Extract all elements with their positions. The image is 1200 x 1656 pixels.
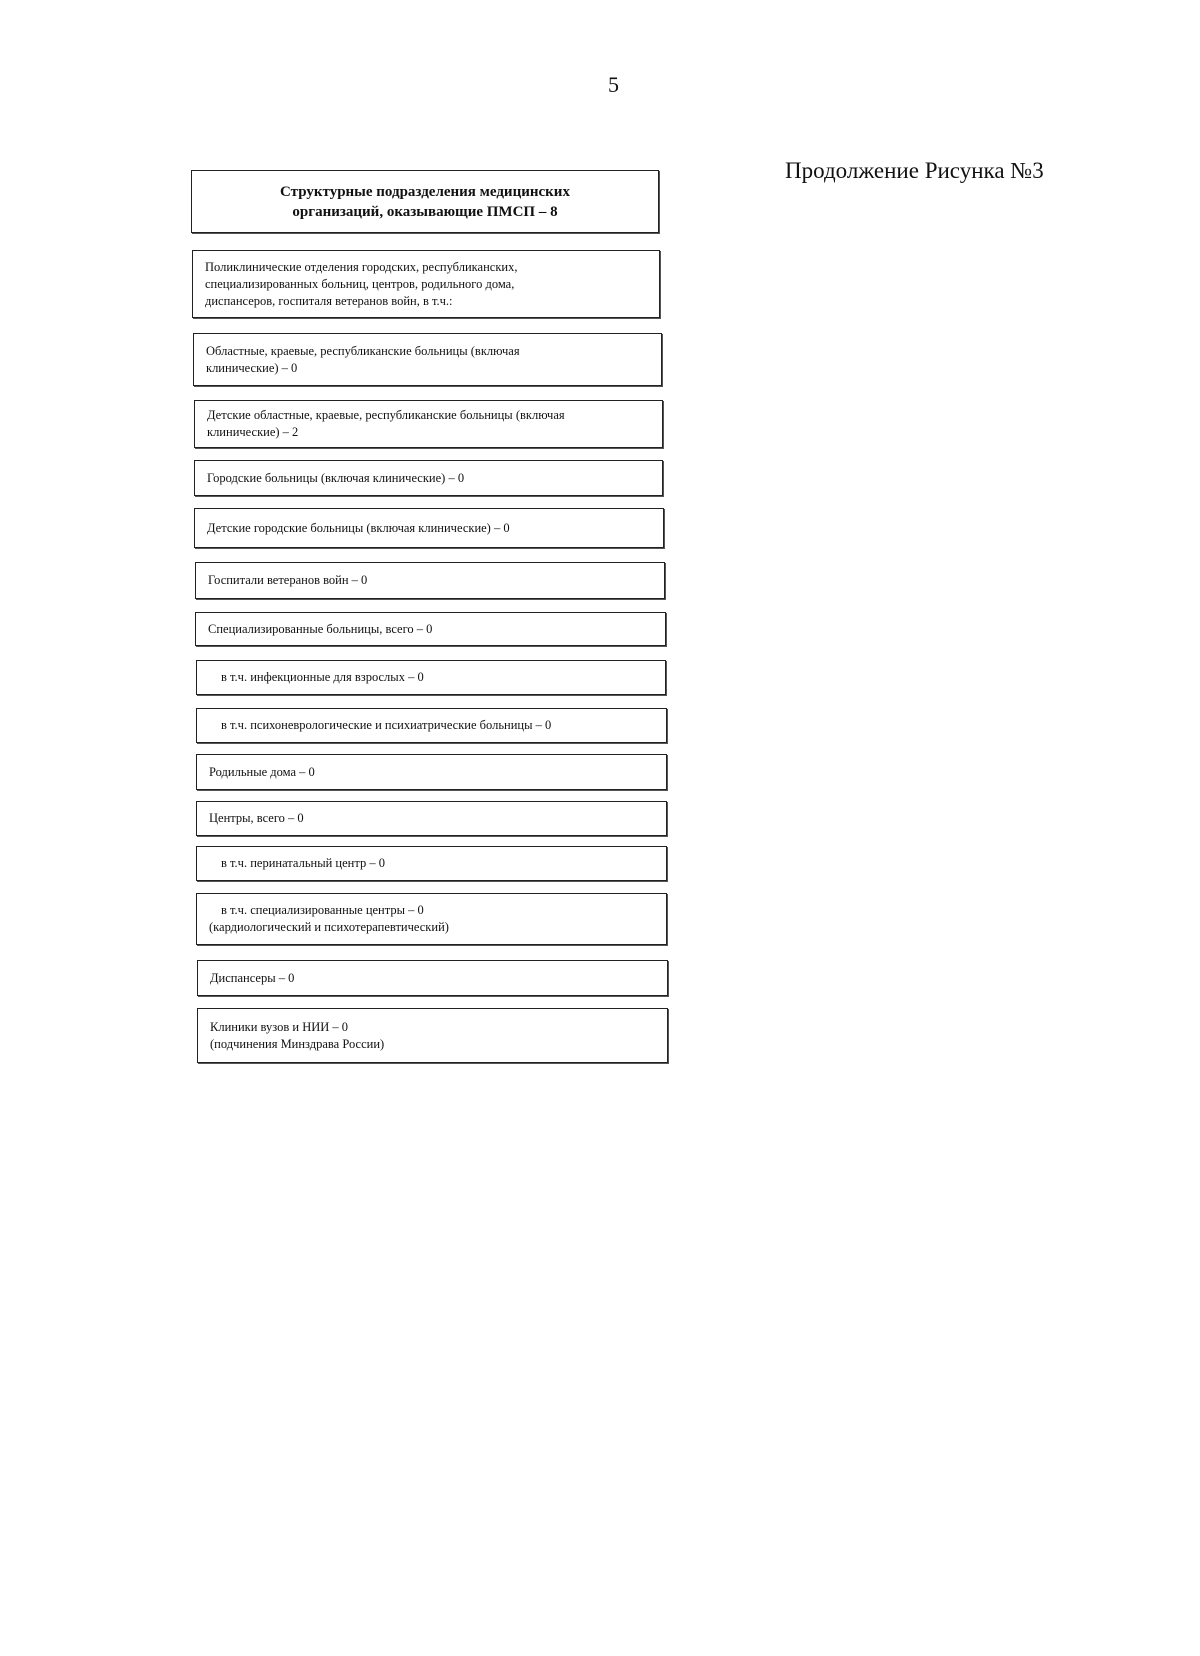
- box-line: Областные, краевые, республиканские больницы (включая: [206, 343, 520, 358]
- header-box: [191, 170, 659, 233]
- org-box-specialized-hospitals: [195, 612, 666, 646]
- org-box-university-clinics: [197, 1008, 668, 1063]
- box-line: Диспансеры – 0: [210, 970, 295, 985]
- org-box-dispensaries: [197, 960, 668, 996]
- org-box-centers: [196, 801, 667, 836]
- org-box-children-regional-hospitals: [194, 400, 663, 448]
- box-line: (подчинения Минздрава России): [210, 1036, 385, 1051]
- org-box-specialized-centers: [196, 893, 667, 945]
- box-line: клинические) – 0: [206, 360, 298, 375]
- org-box-children-city-hospitals: [194, 508, 664, 548]
- org-box-polyclinics: [192, 250, 660, 318]
- box-line: диспансеров, госпиталя ветеранов войн, в т.ч.:: [205, 293, 453, 308]
- box-line: в т.ч. инфекционные для взрослых – 0: [221, 670, 424, 684]
- org-box-maternity-homes: [196, 754, 667, 790]
- box-line: Родильные дома – 0: [209, 764, 315, 779]
- org-box-veterans-hospitals: [195, 562, 665, 599]
- box-line: Поликлинические отделения городских, республиканских,: [205, 259, 518, 274]
- box-line: Госпитали ветеранов войн – 0: [208, 573, 368, 587]
- page-number: 5: [608, 72, 619, 97]
- box-line: Детские областные, краевые, республиканские больницы (включая: [207, 408, 565, 422]
- org-box-infectious-hospitals: [196, 660, 666, 695]
- header-line-1: Структурные подразделения медицинских: [280, 183, 570, 200]
- box-line: Центры, всего – 0: [209, 811, 304, 825]
- box-line: специализированных больниц, центров, родильного дома,: [205, 276, 515, 291]
- org-box-regional-hospitals: [193, 333, 662, 386]
- box-line: в т.ч. психоневрологические и психиатрические больницы – 0: [221, 718, 552, 732]
- box-line: Городские больницы (включая клинические) – 0: [207, 470, 465, 485]
- box-line: (кардиологический и психотерапевтический): [209, 920, 449, 934]
- box-line: Клиники вузов и НИИ – 0: [210, 1019, 349, 1034]
- figure-caption: Продолжение Рисунка №3: [785, 158, 1044, 183]
- org-box-psychiatric-hospitals: [196, 708, 667, 743]
- org-box-city-hospitals: [194, 460, 663, 496]
- box-line: клинические) – 2: [207, 425, 299, 439]
- header-line-2: организаций, оказывающие ПМСП – 8: [292, 203, 558, 220]
- box-line: в т.ч. перинатальный центр – 0: [221, 856, 385, 870]
- org-box-perinatal-center: [196, 846, 667, 881]
- box-line: Специализированные больницы, всего – 0: [208, 621, 433, 636]
- box-line: в т.ч. специализированные центры – 0: [221, 903, 424, 917]
- box-line: Детские городские больницы (включая клинические) – 0: [207, 520, 510, 535]
